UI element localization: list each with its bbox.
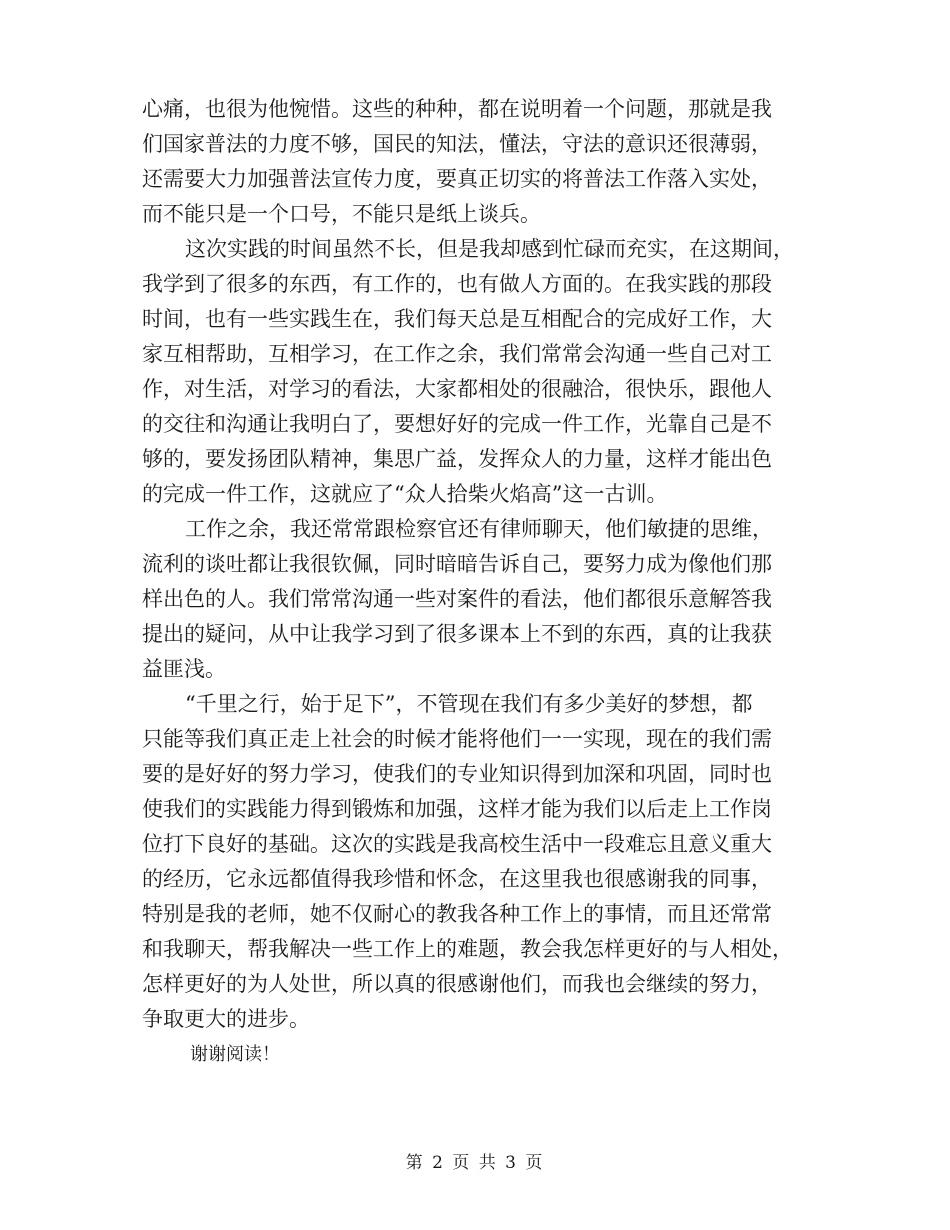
paragraph-start-line: “千里之行，始于足下”，不管现在我们有多少美好的梦想，都 [185,692,753,716]
page-footer: 第 2 页 共 3 页 [405,1153,545,1173]
text-line: 心痛，也很为他惋惜。这些的种种，都在说明着一个问题，那就是我 [142,97,772,121]
closing-text: 谢谢阅读！ [190,1044,280,1065]
paragraph-start-line: 工作之余，我还常常跟检察官还有律师聊天，他们敏捷的思维， [185,517,773,541]
text-line: 怎样更好的为人处世，所以真的很感谢他们，而我也会继续的努力， [142,972,772,996]
text-line: 只能等我们真正走上社会的时候才能将他们一一实现，现在的我们需 [142,727,772,751]
paragraph-start-line: 这次实践的时间虽然不长，但是我却感到忙碌而充实，在这期间， [185,237,794,261]
text-line: 的经历，它永远都值得我珍惜和怀念，在这里我也很感谢我的同事， [142,867,772,891]
text-line: 的完成一件工作，这就应了“众人拾柴火焰高”这一古训。 [142,482,668,506]
text-line: 作，对生活，对学习的看法，大家都相处的很融洽，很快乐，跟他人 [142,377,772,401]
text-line: 和我聊天，帮我解决一些工作上的难题，教会我怎样更好的与人相处， [142,937,793,961]
text-line: 的交往和沟通让我明白了，要想好好的完成一件工作，光靠自己是不 [142,412,772,436]
text-line: 流利的谈吐都让我很钦佩，同时暗暗告诉自己，要努力成为像他们那 [142,552,772,576]
text-line: 而不能只是一个口号，不能只是纸上谈兵。 [142,202,541,226]
text-line: 还需要大力加强普法宣传力度，要真正切实的将普法工作落入实处， [142,167,772,191]
text-line: 使我们的实践能力得到锻炼和加强，这样才能为我们以后走上工作岗 [142,797,772,821]
text-line: 提出的疑问，从中让我学习到了很多课本上不到的东西，真的让我获 [142,622,772,646]
text-line: 特别是我的老师，她不仅耐心的教我各种工作上的事情，而且还常常 [142,902,772,926]
text-line: 时间，也有一些实践生在，我们每天总是互相配合的完成好工作，大 [142,307,772,331]
text-line: 益匪浅。 [142,657,226,681]
text-line: 要的是好好的努力学习，使我们的专业知识得到加深和巩固，同时也 [142,762,772,786]
text-line: 够的，要发扬团队精神，集思广益，发挥众人的力量，这样才能出色 [142,447,772,471]
text-line: 我学到了很多的东西，有工作的，也有做人方面的。在我实践的那段 [142,272,772,296]
text-line: 位打下良好的基础。这次的实践是我高校生活中一段难忘且意义重大 [142,832,772,856]
text-line: 样出色的人。我们常常沟通一些对案件的看法，他们都很乐意解答我 [142,587,772,611]
text-line: 争取更大的进步。 [142,1007,310,1031]
text-line: 家互相帮助，互相学习，在工作之余，我们常常会沟通一些自己对工 [142,342,772,366]
document-body [142,92,810,1072]
text-line: 们国家普法的力度不够，国民的知法，懂法，守法的意识还很薄弱， [142,132,772,156]
